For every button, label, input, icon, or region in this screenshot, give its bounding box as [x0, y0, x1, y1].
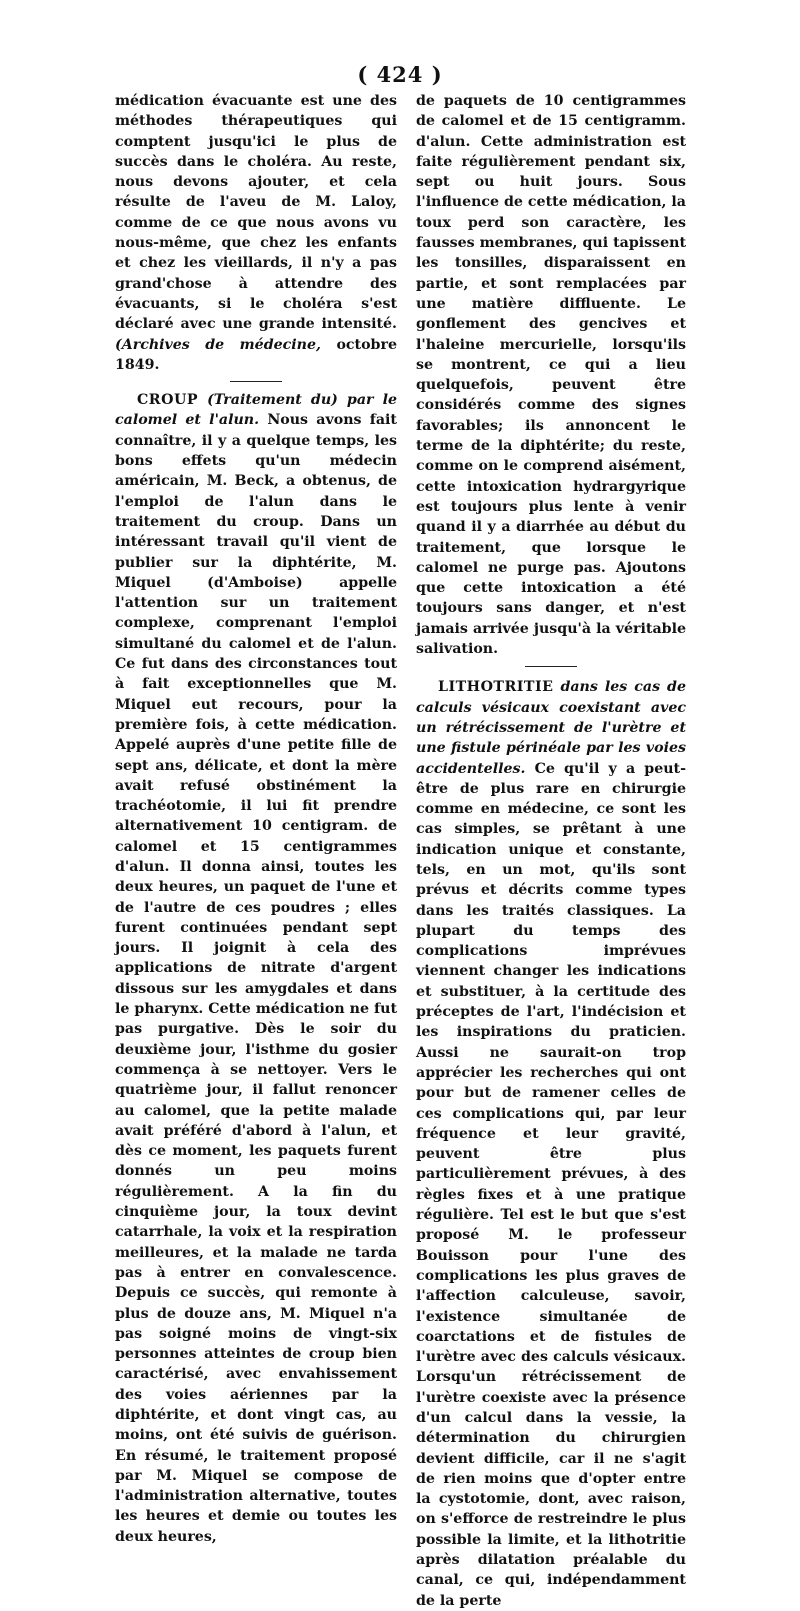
lithotritie-subheading: dans les cas de calculs vésicaux coexistant avec un rétrécissement de l'urètre et une fistule périnéale par les voies accidentelles.	[416, 679, 686, 777]
right-column	[416, 91, 686, 1611]
citation-journal: (Archives de médecine,	[115, 336, 321, 353]
lithotritie-paragraph	[416, 677, 686, 1611]
croup-paragraph	[115, 390, 397, 1547]
croup-heading: CROUP	[137, 392, 198, 409]
cholera-paragraph	[115, 91, 397, 375]
croup-continued-text: de paquets de 10 centigrammes de calomel et de 15 centigramm. d'alun. Cette administration est faite régulièrement pendant six, sept ou huit jours. Sous l'influence de cette médication, la toux perd son caractère, les fausses membranes, qui tapissent les tonsilles, disparaissent en partie, et sont remplacées par une matière diffluente. Le gonflement des gencives et l'haleine mercurielle, lorsqu'ils se montrent, ce qui a lieu quelquefois, peuvent être considérés comme des signes favorables; ils annoncent le terme de la diphtérite; du reste, comme on le comprend aisément, cette intoxication hydrargyrique est toujours plus lente à venir quand il y a diarrhée au début du traitement, que lorsque le calomel ne purge pas. Ajoutons que cette intoxication a été toujours sans danger, et n'est jamais arrivée jusqu'à la véritable salivation.	[416, 93, 686, 658]
section-divider	[230, 381, 282, 382]
croup-body: Nous avons fait connaître, il y a quelque temps, les bons effets qu'un médecin américain, M. Beck, a obtenus, de l'emploi de l'alun dans le traitement du croup. Dans un intéressant travail qu'il vient de publier sur la diphtérite, M. Miquel (d'Amboise) appelle l'attention sur un traitement complexe, comprenant l'emploi simultané du calomel et de l'alun. Ce fut dans des circonstances tout à fait exceptionnelles que M. Miquel eut recours, pour la première fois, à cette médication. Appelé auprès d'une petite fille de sept ans, délicate, et dont la mère avait refusé obstinément la trachéotomie, il lui fit prendre alternativement 10 centigram. de calomel et 15 centigrammes d'alun. Il donna ainsi, toutes les deux heures, un paquet de l'une et de l'autre de ces poudres ; elles furent continuées pendant sept jours. Il joignit à cela des applications de nitrate d'argent dissous sur les amygdales et dans le pharynx. Cette médication ne fut pas purgative. Dès le soir du deuxième jour, l'isthme du gosier commença à se nettoyer. Vers le quatrième jour, il fallut renoncer au calomel, que la petite malade avait préféré d'abord à l'alun, et dès ce moment, les paquets furent donnés un peu moins régulièrement. A la fin du cinquième jour, la toux devint catarrhale, la voix et la respiration meilleures, et la malade ne tarda pas à entrer en convalescence. Depuis ce succès, qui remonte à plus de douze ans, M. Miquel n'a pas soigné moins de vingt-six personnes atteintes de croup bien caractérisé, avec envahissement des voies aériennes par la diphtérite, et dont vingt cas, au moins, ont été suivis de guérison. En résumé, le traitement proposé par M. Miquel se compose de l'administration alternative, toutes les heures et demie ou toutes les deux heures,	[115, 412, 397, 1545]
citation-date: octobre 1849.	[115, 336, 397, 373]
cholera-text: médication évacuante est une des méthodes thérapeutiques qui comptent jusqu'ici le plus de succès dans le choléra. Au reste, nous devons ajouter, et cela résulte de l'aveu de M. Laloy, comme de ce que nous avons vu nous-même, que chez les enfants et chez les vieillards, il n'y a pas grand'chose à attendre des évacuants, si le choléra s'est déclaré avec une grande intensité.	[115, 93, 397, 333]
lithotritie-heading: LITHOTRITIE	[438, 679, 554, 696]
lithotritie-body: Ce qu'il y a peut-être de plus rare en chirurgie comme en médecine, ce sont les cas simples, se prêtant à une indication unique et constante, tels, en un mot, qu'ils sont prévus et décrits comme types dans les traités classiques. La plupart du temps des complications imprévues viennent changer les indications et substituer, à la certitude des préceptes de l'art, l'indécision et les inspirations du praticien. Aussi ne saurait-on trop apprécier les recherches qui ont pour but de ramener celles de ces complications qui, par leur fréquence et leur gravité, peuvent être plus particulièrement prévues, à des règles fixes et à une pratique régulière. Tel est le but que s'est proposé M. le professeur Bouisson pour l'une des complications les plus graves de l'affection calculeuse, savoir, l'existence simultanée de coarctations et de fistules de l'urètre avec des calculs vésicaux. Lorsqu'un rétrécissement de l'urètre coexiste avec la présence d'un calcul dans la vessie, la détermination du chirurgien devient difficile, car il ne s'agit de rien moins que d'opter entre la cystotomie, dont, avec raison, on s'efforce de restreindre le plus possible la limite, et la lithotritie après dilatation préalable du canal, ce qui, indépendamment de la perte	[416, 760, 686, 1609]
croup-subheading: (Traitement du) par le calomel et l'alun.	[115, 392, 397, 429]
croup-continued-paragraph	[416, 91, 686, 659]
page-number: ( 424 )	[357, 62, 443, 87]
left-column	[115, 91, 397, 1547]
section-divider	[525, 666, 577, 667]
